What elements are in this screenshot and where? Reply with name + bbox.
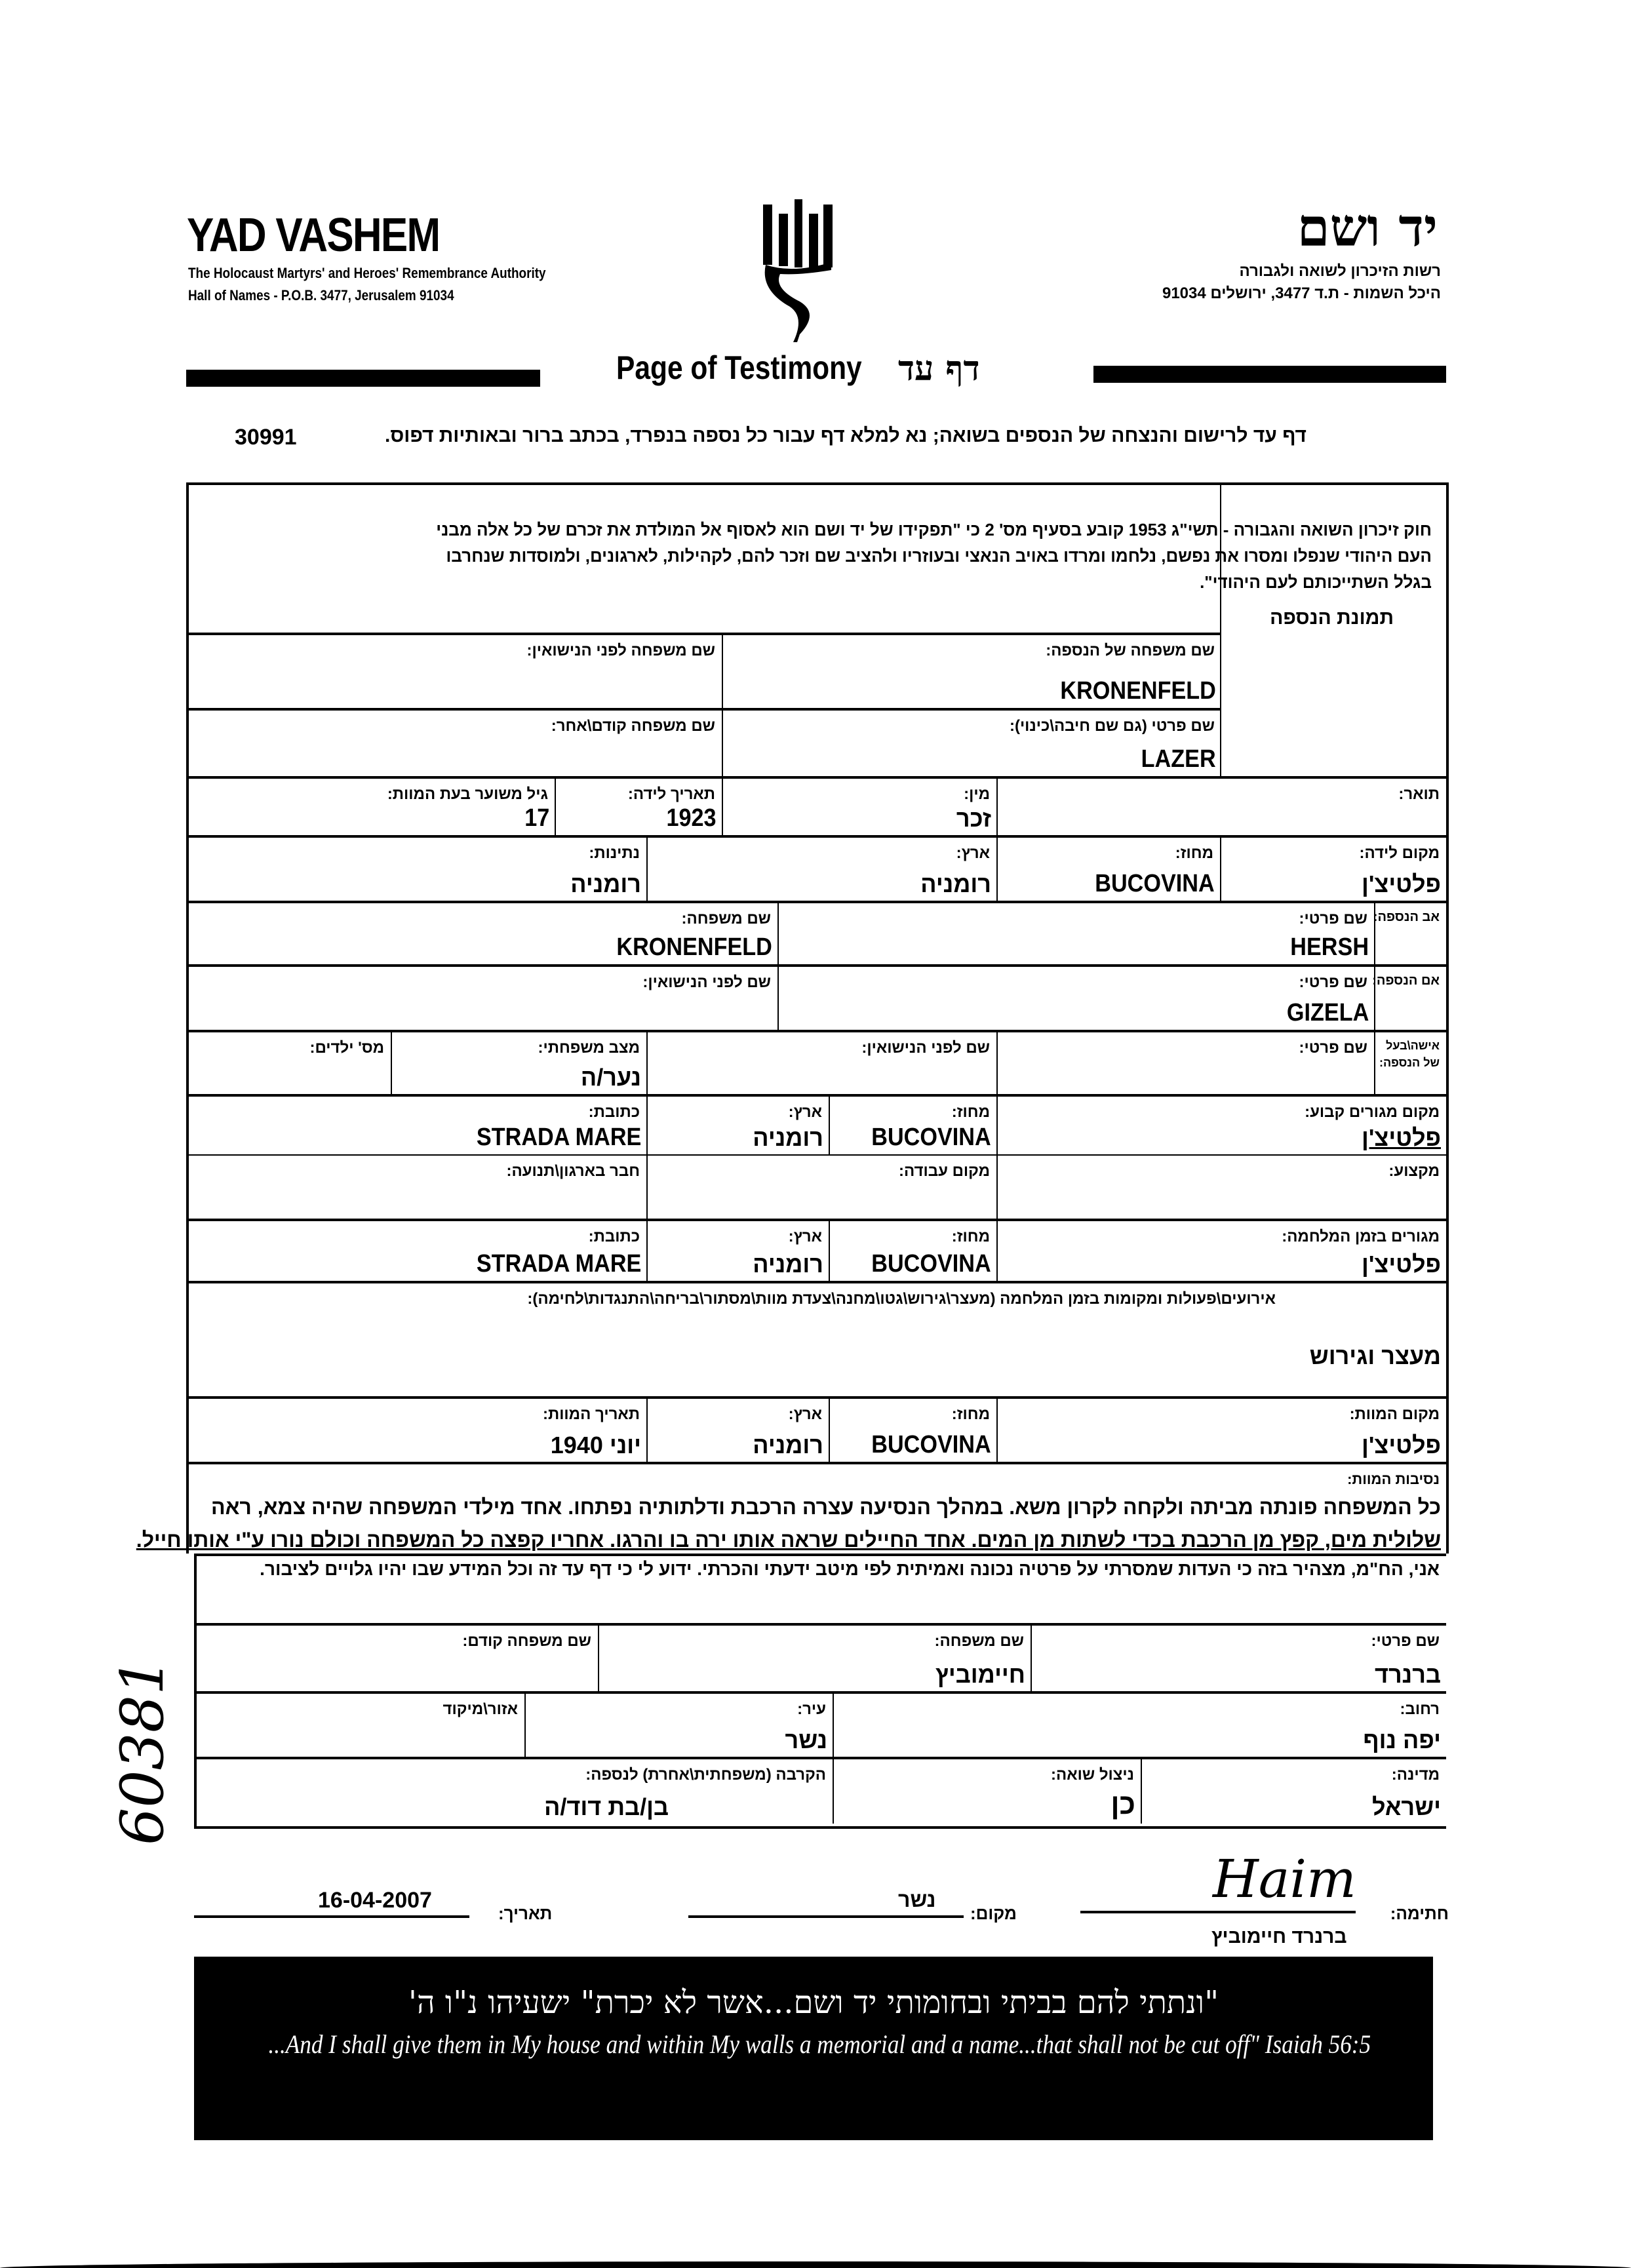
- submitter-relation-field[interactable]: הקרבה (משפחתית\אחרת) לנספה: בן/בת דוד/ה: [197, 1757, 833, 1824]
- date-field[interactable]: [194, 1915, 469, 1918]
- father-first-name-field[interactable]: שם פרטי: HERSH: [777, 901, 1374, 964]
- permanent-residence-address-field[interactable]: כתובת: STRADA MARE: [189, 1094, 646, 1154]
- workplace-field[interactable]: מקום עבודה:: [646, 1154, 996, 1219]
- submitter-country-field[interactable]: מדינה: ישראל: [1141, 1757, 1446, 1824]
- quote-hebrew: "ונתתי להם בביתי ובחומותי יד ושם...אשר לא יכרת" ישעיהו נ"ו ה': [408, 1984, 1219, 2021]
- victim-first-name-field[interactable]: שם פרטי (גם שם חיבה\כינוי): LAZER: [722, 708, 1221, 776]
- place-label: מקום:: [970, 1904, 1017, 1923]
- submitter-survivor-field[interactable]: ניצול שואה: כן: [833, 1757, 1141, 1824]
- victim-birth-region-field[interactable]: מחוז: BUCOVINA: [996, 835, 1220, 901]
- wartime-events-field[interactable]: אירועים\פעולות ומקומות בזמן המלחמה (מעצר\גירוש\גטו\מחנה\צעדת מוות\מסתור\בריחה\התנגדות\לחימה): מעצר וגירוש: [189, 1281, 1446, 1396]
- decorative-bar-right: [1093, 366, 1446, 383]
- membership-field[interactable]: חבר בארגון\תנועה:: [189, 1154, 646, 1219]
- signer-name: ברנרד חיימוביץ: [1211, 1926, 1347, 1947]
- org-subtitle-en: The Holocaust Martyrs' and Heroes' Remembrance Authority: [188, 265, 546, 281]
- instructions: דף עד לרישום והנצחה של הנספים בשואה; נא למלא דף עבור כל נספה בנפרד, בכתב ברור ובאותיות דפוס.: [384, 425, 1307, 446]
- testimony-form: [136, 482, 1449, 1554]
- permanent-residence-region-field[interactable]: מחוז: BUCOVINA: [829, 1094, 996, 1154]
- place-field[interactable]: [688, 1915, 964, 1918]
- wartime-residence-address-field[interactable]: כתובת: STRADA MARE: [189, 1219, 646, 1281]
- father-section-label: אב הנספה:: [1374, 901, 1446, 964]
- page-title-en: Page of Testimony: [616, 349, 862, 386]
- wartime-residence-country-field[interactable]: ארץ: רומניה: [646, 1219, 829, 1281]
- org-subtitle-he: רשות הזיכרון לשואה ולגבורה: [1239, 262, 1441, 280]
- circumstances-line-2: שלולית מים, קפץ מן הרכבת בכדי לשתות מן המים. אחד החיילים שראה אותו ירה בו והרגו. אחריו קפצה כל המשפחה וכולם נורו ע"י אותו חייל.: [136, 1528, 1441, 1552]
- quote-english: ...And I shall give them in My house and within My walls a memorial and a name...that shall not be cut off" Isaiah 56:5: [268, 2029, 1371, 2059]
- mother-first-name-field[interactable]: שם פרטי: GIZELA: [777, 964, 1374, 1030]
- permanent-residence-country-field[interactable]: ארץ: רומניה: [646, 1094, 829, 1154]
- signature-field[interactable]: [1080, 1911, 1356, 1913]
- page-title-he: דף עד: [898, 349, 980, 389]
- law-text: חוק זיכרון השואה והגבורה - תשי"ג 1953 קובע בסעיף מס' 2 כי "תפקידו של יד ושם הוא לאסוף אל המולדת את זכרם של כל אלה מבני העם היהודי שנפלו ומסרו את נפשם, נלחמו ומרדו באויב הנאצי ובעוזריו ולהציב שם וזכר להם, לקהילות, לארגונים, ולמוסדות שנחרבו בגלל השתייכותם לעם היהודי".: [436, 520, 1432, 592]
- decorative-bar-left: [186, 370, 540, 387]
- org-name-en: YAD VASHEM: [187, 209, 440, 262]
- permanent-residence-place-field[interactable]: מקום מגורים קבוע: פלטיצ'ן: [996, 1094, 1446, 1154]
- form-number: 30991: [235, 425, 297, 450]
- mother-maiden-name-field[interactable]: שם לפני הנישואין:: [189, 964, 777, 1030]
- submitter-section: [194, 1623, 1446, 1829]
- victim-maiden-name-field[interactable]: שם משפחה לפני הנישואין:: [189, 633, 722, 708]
- victim-surname-field[interactable]: שם משפחה של הנספה: KRONENFELD: [722, 633, 1221, 708]
- wartime-residence-region-field[interactable]: מחוז: BUCOVINA: [829, 1219, 996, 1281]
- marital-status-field[interactable]: מצב משפחתי: נער/ה: [391, 1030, 646, 1094]
- date-value: 16-04-2007: [318, 1888, 432, 1913]
- submitter-surname-field[interactable]: שם משפחה: חיימוביץ: [598, 1623, 1031, 1691]
- org-address-en: Hall of Names - P.O.B. 3477, Jerusalem 91034: [188, 287, 454, 303]
- submitter-previous-surname-field[interactable]: שם משפחה קודם:: [197, 1623, 598, 1691]
- profession-field[interactable]: מקצוע:: [996, 1154, 1446, 1219]
- circumstances-line-1: כל המשפחה פונתה מביתה ולקחה לקרון משא. במהלך הנסיעה עצרה הרכבת ודלתותיה נפתחו. אחד מילדי המשפחה שהיה צמא, ראה: [210, 1495, 1441, 1519]
- death-region-field[interactable]: מחוז: BUCOVINA: [829, 1396, 996, 1462]
- submitter-zip-field[interactable]: אזור\מיקוד: [197, 1691, 524, 1757]
- declaration-text: אני, הח"מ, מצהיר בזה כי העדות שמסרתי על פרטיה נכונה ואמיתית לפי מיטב ידעתי והכרתי. ידוע לי כי דף עד זה וכל המידע שבו יהיו גלויים לציבור.: [260, 1559, 1440, 1579]
- spouse-maiden-name-field[interactable]: שם לפני הנישואין:: [646, 1030, 996, 1094]
- victim-age-field[interactable]: גיל משוער בעת המוות: 17: [189, 776, 555, 835]
- victim-title-field[interactable]: תואר:: [996, 776, 1446, 835]
- wartime-residence-place-field[interactable]: מגורים בזמן המלחמה: פלטיצ'ן: [996, 1219, 1446, 1281]
- num-children-field[interactable]: מס' ילדים:: [189, 1030, 391, 1094]
- place-value: נשר: [898, 1888, 936, 1911]
- mother-section-label: אם הנספה:: [1374, 964, 1446, 1030]
- submitter-city-field[interactable]: עיר: נשר: [524, 1691, 833, 1757]
- submitter-street-field[interactable]: רחוב: יפה נוף: [833, 1691, 1446, 1757]
- scan-edge-shadow: [0, 2261, 1631, 2268]
- father-surname-field[interactable]: שם משפחה: KRONENFELD: [189, 901, 777, 964]
- victim-first-name-value: LAZER: [1141, 745, 1216, 773]
- date-label: תאריך:: [498, 1904, 553, 1923]
- victim-gender-field[interactable]: מין: זכר: [722, 776, 996, 835]
- victim-nationality-field[interactable]: נתינות: רומניה: [189, 835, 646, 901]
- death-circumstances-field[interactable]: נסיבות המוות: כל המשפחה פונתה מביתה ולקחה לקרון משא. במהלך הנסיעה עצרה הרכבת ודלתותיה נפתחו. אחד מילדי המשפחה שהיה צמא, ראה שלולית מים, קפץ מן הרכבת בכדי לשתות מן המים. אחד החיילים שראה אותו ירה בו והרגו. אחריו קפצה כל המשפחה וכולם נורו ע"י אותו חייל.: [189, 1462, 1446, 1554]
- handwritten-archive-number: 60381: [108, 1657, 177, 1845]
- victim-birth-date-field[interactable]: תאריך לידה: 1923: [555, 776, 722, 835]
- victim-photo-label: תמונת הנספה: [1270, 607, 1394, 629]
- quote-banner: [194, 1957, 1433, 2140]
- victim-surname-value: KRONENFELD: [1060, 677, 1216, 705]
- org-name-he: יד ושם: [1297, 197, 1438, 258]
- death-date-field[interactable]: תאריך המוות: יוני 1940: [189, 1396, 646, 1462]
- death-country-field[interactable]: ארץ: רומניה: [646, 1396, 829, 1462]
- spouse-section-label: אישה\בעל של הנספה:: [1374, 1030, 1446, 1094]
- submitter-first-name-field[interactable]: שם פרטי: ברנרד: [1031, 1623, 1446, 1691]
- declaration-box: [194, 1554, 1446, 1628]
- yad-vashem-menorah-logo-icon: [754, 197, 839, 347]
- victim-birth-country-field[interactable]: ארץ: רומניה: [646, 835, 996, 901]
- victim-previous-surname-field[interactable]: שם משפחה קודם\אחר:: [189, 708, 722, 776]
- spouse-first-name-field[interactable]: שם פרטי:: [996, 1030, 1374, 1094]
- signature-label: חתימה:: [1390, 1904, 1449, 1923]
- signature-value: Haim: [1213, 1848, 1356, 1909]
- org-address-he: היכל השמות - ת.ד 3477, ירושלים 91034: [1162, 284, 1441, 302]
- victim-birth-place-field[interactable]: מקום לידה: פלטיצ'ן: [1220, 835, 1446, 901]
- death-place-field[interactable]: מקום המוות: פלטיצ'ן: [996, 1396, 1446, 1462]
